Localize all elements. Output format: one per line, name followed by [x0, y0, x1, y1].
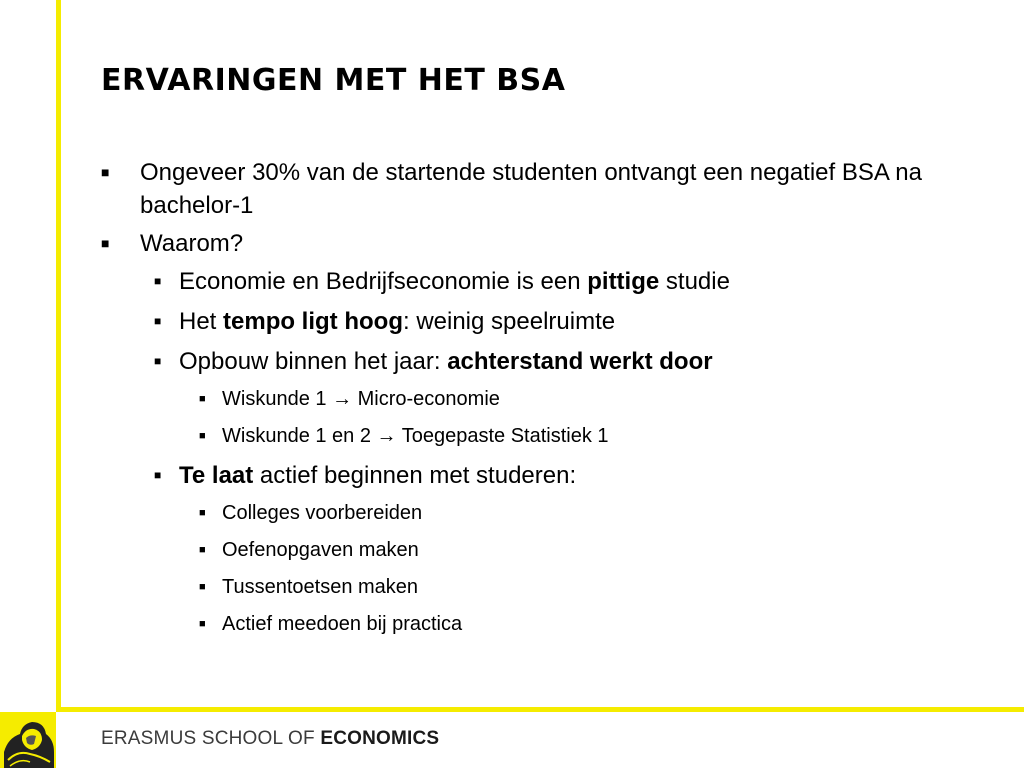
sub-sub-bullet-item [101, 422, 981, 450]
bullet-text: Toegepaste Statistiek 1 [396, 425, 609, 447]
bullet-item [101, 156, 981, 222]
erasmus-portrait-logo-icon [0, 712, 56, 768]
bullet-text: actief beginnen met studeren: [253, 462, 577, 489]
square-bullet-icon: ■ [199, 507, 206, 519]
sub-sub-bullet-item [101, 610, 981, 638]
bullet-text: Colleges voorbereiden [222, 502, 423, 524]
slide-content [101, 156, 981, 647]
bullet-text: : weinig speelruimte [402, 308, 616, 335]
bullet-text: Opbouw binnen het jaar: [179, 348, 448, 375]
bullet-text: Oefenopgaven maken [222, 539, 419, 561]
square-bullet-icon: ■ [199, 544, 206, 556]
sub-sub-bullet-item [101, 385, 981, 413]
bullet-text: studie [659, 268, 730, 295]
square-bullet-icon: ■ [154, 468, 162, 482]
square-bullet-icon: ■ [199, 581, 206, 593]
bullet-text: Wiskunde 1 en 2 [222, 425, 377, 447]
bullet-text: Actief meedoen bij practica [222, 613, 463, 635]
sub-sub-bullet-item [101, 573, 981, 601]
arrow-right-icon: → [376, 425, 397, 447]
slide-title: ERVARINGEN MET HET BSA [101, 63, 566, 98]
school-brand [101, 728, 439, 750]
bullet-text-bold: pittige [587, 268, 660, 295]
bullet-text: Ongeveer 30% van de startende studenten ontvangt een negatief BSA na bachelor-1 [140, 159, 922, 219]
bullet-text-bold: Te laat [179, 462, 254, 489]
square-bullet-icon: ■ [101, 164, 110, 180]
bullet-text: Waarom? [140, 230, 244, 257]
arrow-right-icon: → [332, 388, 353, 410]
bullet-text-bold: tempo ligt hoog [223, 308, 403, 335]
sub-bullet-item [101, 345, 981, 378]
sub-bullet-item [101, 459, 981, 492]
square-bullet-icon: ■ [199, 618, 206, 630]
square-bullet-icon: ■ [154, 274, 162, 288]
bullet-item [101, 227, 981, 260]
bullet-text: Het [179, 308, 224, 335]
bullet-text: Micro-economie [352, 388, 500, 410]
accent-horizontal-line [56, 707, 1024, 712]
square-bullet-icon: ■ [154, 354, 162, 368]
bullet-text: Tussentoetsen maken [222, 576, 419, 598]
bullet-text: Wiskunde 1 [222, 388, 333, 410]
sub-sub-bullet-item [101, 536, 981, 564]
bullet-text: Economie en Bedrijfseconomie is een [179, 268, 588, 295]
brand-text: ERASMUS SCHOOL OF [101, 728, 321, 749]
sub-bullet-item [101, 265, 981, 298]
square-bullet-icon: ■ [199, 393, 206, 405]
sub-sub-bullet-item [101, 499, 981, 527]
sub-bullet-item [101, 305, 981, 338]
accent-vertical-line [56, 0, 61, 712]
bullet-text-bold: achterstand werkt door [447, 348, 713, 375]
square-bullet-icon: ■ [154, 314, 162, 328]
brand-text-bold: ECONOMICS [320, 728, 440, 749]
square-bullet-icon: ■ [199, 430, 206, 442]
square-bullet-icon: ■ [101, 235, 110, 251]
